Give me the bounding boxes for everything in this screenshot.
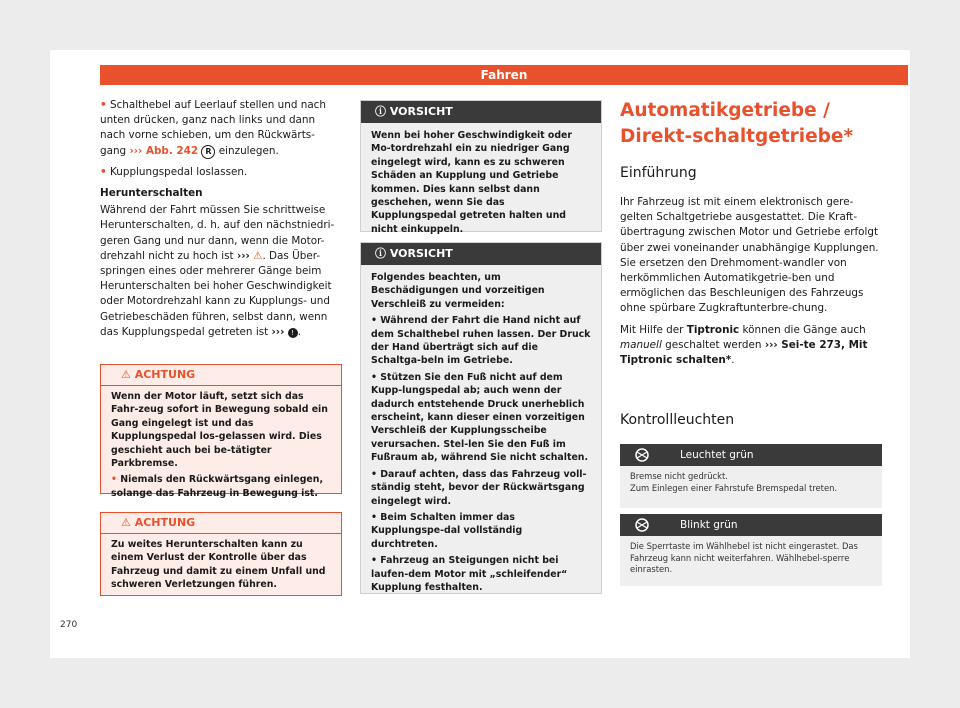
- chapter-title: Automatikgetriebe / Direkt-schaltgetriebe* Einführung: [620, 98, 880, 186]
- warning-box-header: ⚠ ACHTUNG: [101, 513, 341, 534]
- section-header: Fahren: [100, 65, 908, 85]
- page: [50, 50, 910, 658]
- section-title-lamps: Kontrollleuchten: [620, 412, 735, 428]
- warning-triangle-icon: ⚠: [121, 368, 131, 381]
- caution-circle-icon: !: [288, 328, 298, 338]
- page-number: 270: [60, 620, 78, 630]
- section-title-intro: Einführung: [620, 165, 697, 181]
- warning-triangle-icon: ⚠: [121, 516, 131, 529]
- caution-box-header: ⓘ VORSICHT: [361, 243, 601, 265]
- warning-box-header: ⚠ ACHTUNG: [101, 365, 341, 386]
- list-item: • Während der Fahrt die Hand nicht auf dem Schalthebel ruhen lassen. Der Druck der Hand überträgt sich auf die Schaltga-beln im Getriebe.: [371, 315, 591, 367]
- caution-box-header: ⓘ VORSICHT: [361, 101, 601, 123]
- step-reverse-gear: • Schalthebel auf Leerlauf stellen und nach unten drücken, ganz nach links und dann nach vorne schieben, um den Rückwärts-gang ››› Abb. 242 R einzulegen.: [100, 99, 326, 157]
- subheading-downshift: Herunterschalten: [100, 187, 203, 200]
- lamp-card-2: Blinkt grün Die Sperrtaste im Wählhebel ist nicht eingerastet. Das Fahrzeug kann nicht weiterfahren. Wählhebel-sperre einrasten.: [620, 514, 882, 586]
- page-link[interactable]: ››› Sei-te 273, Mit Tiptronic schalten*: [620, 338, 868, 367]
- list-item: • Stützen Sie den Fuß nicht auf dem Kupp-lungspedal ab; auch wenn der dadurch entstehende Druck unerheblich erscheint, kann dieser einen vorzeitigen Verschleiß der Kupplungsscheibe verursachen. Stel-len Sie den Fuß im Fußraum ab, während Sie nicht schalten.: [371, 371, 589, 464]
- brake-indicator-icon: [634, 517, 650, 533]
- warning-box-2: ⚠ ACHTUNG Zu weites Herunterschalten kann zu einem Verlust der Kontrolle über das Fahrzeug und damit zu einem Unfall und schweren Verletzungen führen.: [100, 512, 342, 596]
- list-item: • Darauf achten, dass das Fahrzeug voll-ständig steht, bevor der Rückwärtsgang eingelegt wird.: [371, 468, 587, 507]
- step-release-clutch: • Kupplungspedal loslassen.: [100, 165, 248, 178]
- warning-triangle-icon: ⚠: [253, 249, 263, 262]
- figure-link[interactable]: ››› Abb. 242: [129, 144, 199, 157]
- downshift-text: Während der Fahrt müssen Sie schrittweise Herunterschalten, d. h. auf den nächstniedri-geren Gang und nur dann, wenn die Motor-drehzahl nicht zu hoch ist ››› ⚠. Das Über-springen eines oder mehrerer Gänge beim Herunterschalten bei hoher Geschwindigkeit oder Motordrehzahl kann zu Kupplungs- und Getriebeschäden führen, selbst dann, wenn das Kupplungspedal getreten ist ››› ! .: [100, 204, 335, 338]
- left-column: [100, 98, 340, 346]
- caution-circle-icon: ⓘ: [375, 105, 386, 118]
- list-item: • Beim Schalten immer das Kupplungspe-dal vollständig durchtreten.: [371, 511, 523, 550]
- caution-box-1: ⓘ VORSICHT Wenn bei hoher Geschwindigkeit oder Mo-tordrehzahl ein zu niedriger Gang eingelegt wird, kann es zu schweren Schäden an Kupplung und Getriebe kommen. Dies kann selbst dann geschehen, wenn Sie das Kupplungspedal getreten halten und nicht einkuppeln.: [360, 100, 602, 232]
- warning-box-1: ⚠ ACHTUNG Wenn der Motor läuft, setzt sich das Fahr-zeug sofort in Bewegung sobald ein Gang eingelegt ist und das Kupplungspedal los-gelassen wird. Dies geschieht auch bei be-tätigter Parkbremse. • Niemals den Rückwärtsgang einlegen, solange das Fahrzeug in Bewegung ist.: [100, 364, 342, 494]
- brake-indicator-icon: [634, 447, 650, 463]
- lamp-card-1: Leuchtet grün Bremse nicht gedrückt. Zum Einlegen einer Fahrstufe Bremspedal treten.: [620, 444, 882, 508]
- intro-text: Ihr Fahrzeug ist mit einem elektronisch gere-gelten Schaltgetriebe ausgestattet. Die Kraft-übertragung zwischen Motor und Getriebe erfolgt über zwei voneinander unabhängige Kupplungen. Sie ersetzen den Drehmoment-wandler von herkömmlichen Automatikgetrie-ben und ermöglichen das Beschleunigen des Fahrzeugs ohne spürbare Zugkraftunterbre-chung. Mit Hilfe der Tiptronic können die Gänge auch manuell geschaltet werden ››› Sei-te 273, Mit Tiptronic schalten*.: [620, 196, 879, 367]
- caution-circle-icon: ⓘ: [375, 247, 386, 260]
- r-badge-icon: R: [201, 145, 215, 159]
- list-item: • Fahrzeug an Steigungen nicht bei laufen-dem Motor mit „schleifender“ Kupplung festhalten.: [371, 555, 568, 593]
- caution-box-2: ⓘ VORSICHT Folgendes beachten, um Beschädigungen und vorzeitigen Verschleiß zu vermeiden: • Während der Fahrt die Hand nicht auf dem Schalthebel ruhen lassen. Der Druck der Hand überträgt sich auf die Schaltga-beln im Getriebe. • Stützen Sie den Fuß nicht auf dem Kupp-lungspedal ab; auch wenn der dadurch entstehende Druck unerheblich erscheint, kann dieser einen vorzeitigen Verschleiß der Kupplungsscheibe verursachen. Stel-len Sie den Fuß im Fußraum ab, während Sie nicht schalten. • Darauf achten, dass das Fahrzeug voll-ständig steht, bevor der Rückwärtsgang eingelegt wird. • Beim Schalten immer das Kupplungspe-dal vollständig durchtreten. • Fahrzeug an Steigungen nicht bei laufen-dem Motor mit „schleifender“ Kupplung festhalten.: [360, 242, 602, 594]
